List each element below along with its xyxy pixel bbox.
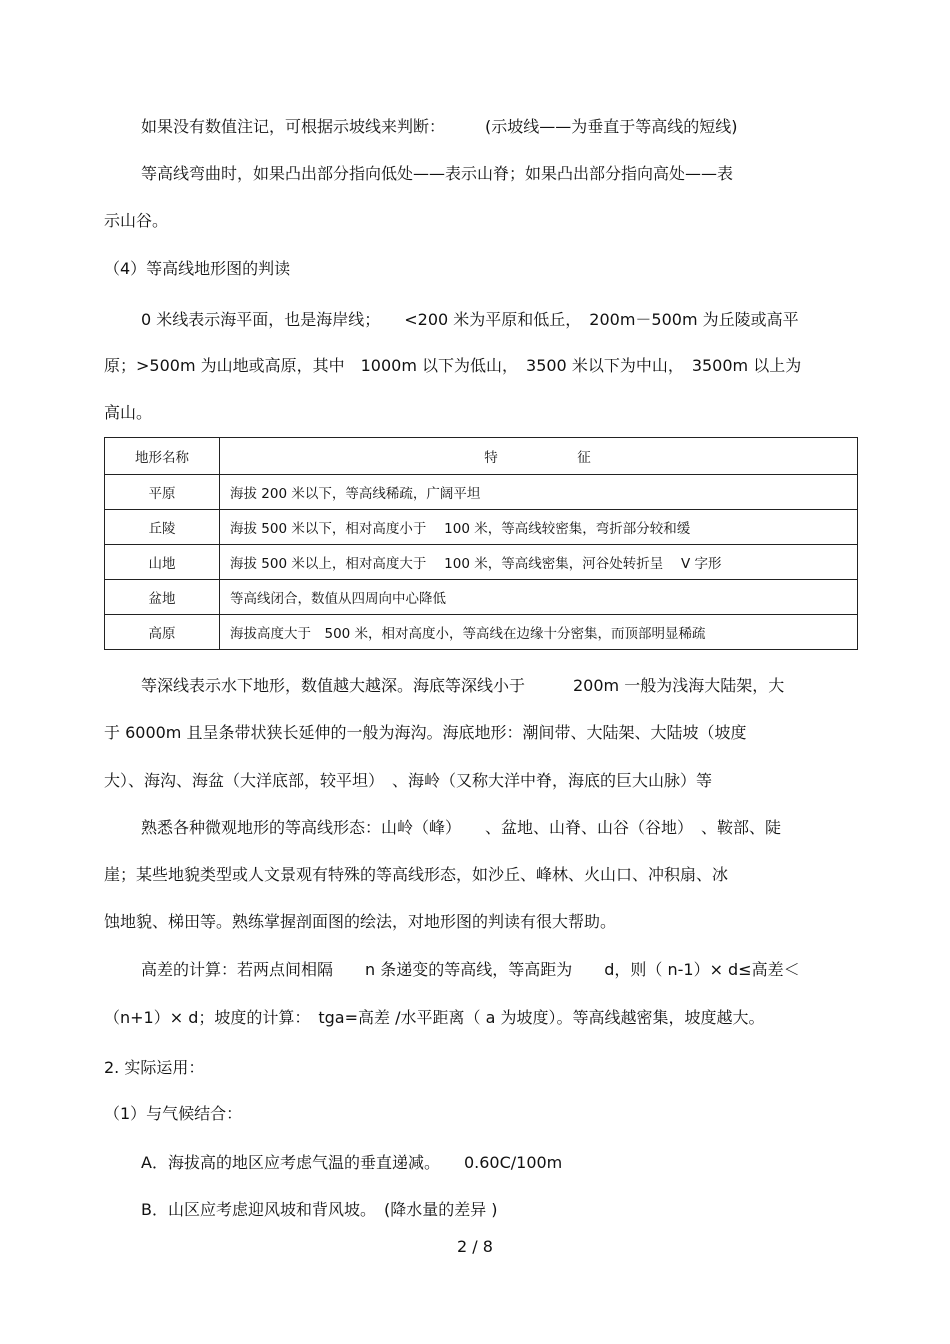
paragraph-line: 大）、海沟、海盆（大洋底部，较平坦） 、海岭（又称大洋中脊，海底的巨大山脉）等 <box>104 771 713 790</box>
table-row <box>105 545 858 580</box>
terrain-name: 丘陵 <box>105 510 220 545</box>
terrain-name: 山地 <box>105 545 220 580</box>
subsection-heading: （1）与气候结合： <box>104 1104 243 1123</box>
paragraph-line: 原；>500m 为山地或高原，其中 1000m 以下为低山， 3500 米以下为中山， 3500m 以上为 <box>104 356 802 375</box>
terrain-feature: 海拔 500 米以上，相对高度大于 100 米，等高线密集，河谷处转折呈 V 字形 <box>220 545 858 580</box>
paragraph-line: 高山。 <box>104 403 153 422</box>
paragraph-line: 0 米线表示海平面，也是海岸线； <200 米为平原和低丘， 200m－500m 为丘陵或高平 <box>141 310 799 329</box>
terrain-name: 高原 <box>105 615 220 650</box>
section-heading: 2. 实际运用： <box>104 1058 205 1077</box>
table-row <box>105 475 858 510</box>
list-item: A．海拔高的地区应考虑气温的垂直递减。 0.60C/100m <box>141 1153 563 1172</box>
terrain-feature: 等高线闭合，数值从四周向中心降低 <box>220 580 858 615</box>
table-row <box>105 510 858 545</box>
table-row <box>105 615 858 650</box>
paragraph-line: 于 6000m 且呈条带状狭长延伸的一般为海沟。海底地形：潮间带、大陆架、大陆坡（坡度 <box>104 723 747 742</box>
terrain-table <box>104 437 858 650</box>
paragraph-line: 示山谷。 <box>104 211 169 230</box>
paragraph-line: 高差的计算：若两点间相隔 n 条递变的等高线，等高距为 d，则（ n-1）× d≤高差＜ <box>141 960 800 979</box>
paragraph-line: 蚀地貌、梯田等。熟练掌握剖面图的绘法，对地形图的判读有很大帮助。 <box>104 912 617 931</box>
page-number: 2 / 8 <box>457 1237 493 1256</box>
section-heading: （4）等高线地形图的判读 <box>104 259 291 278</box>
terrain-name: 平原 <box>105 475 220 510</box>
table-row <box>105 580 858 615</box>
terrain-feature: 海拔 500 米以下，相对高度小于 100 米，等高线较密集，弯折部分较和缓 <box>220 510 858 545</box>
terrain-name: 盆地 <box>105 580 220 615</box>
paragraph-line: 等深线表示水下地形，数值越大越深。海底等深线小于 200m 一般为浅海大陆架，大 <box>141 676 785 695</box>
terrain-feature: 海拔高度大于 500 米，相对高度小，等高线在边缘十分密集，而顶部明显稀疏 <box>220 615 858 650</box>
paragraph-line: （n+1）× d；坡度的计算： tga=高差 /水平距离（ a 为坡度）。等高线越密集，坡度越大。 <box>104 1008 765 1027</box>
header-terrain-name: 地形名称 <box>105 438 220 475</box>
paragraph-line: 崖；某些地貌类型或人文景观有特殊的等高线形态，如沙丘、峰林、火山口、冲积扇、冰 <box>104 865 729 884</box>
table-header-row <box>105 438 858 475</box>
paragraph-line: 等高线弯曲时，如果凸出部分指向低处——表示山脊；如果凸出部分指向高处——表 <box>141 164 734 183</box>
paragraph-line: 熟悉各种微观地形的等高线形态：山岭（峰） 、盆地、山脊、山谷（谷地） 、鞍部、陡 <box>141 818 782 837</box>
header-feature: 特 征 <box>220 438 858 475</box>
list-item: B．山区应考虑迎风坡和背风坡。 (降水量的差异 ) <box>141 1200 498 1219</box>
paragraph-line: 如果没有数值注记，可根据示坡线来判断： (示坡线——为垂直于等高线的短线) <box>141 117 738 136</box>
terrain-feature: 海拔 200 米以下，等高线稀疏，广阔平坦 <box>220 475 858 510</box>
